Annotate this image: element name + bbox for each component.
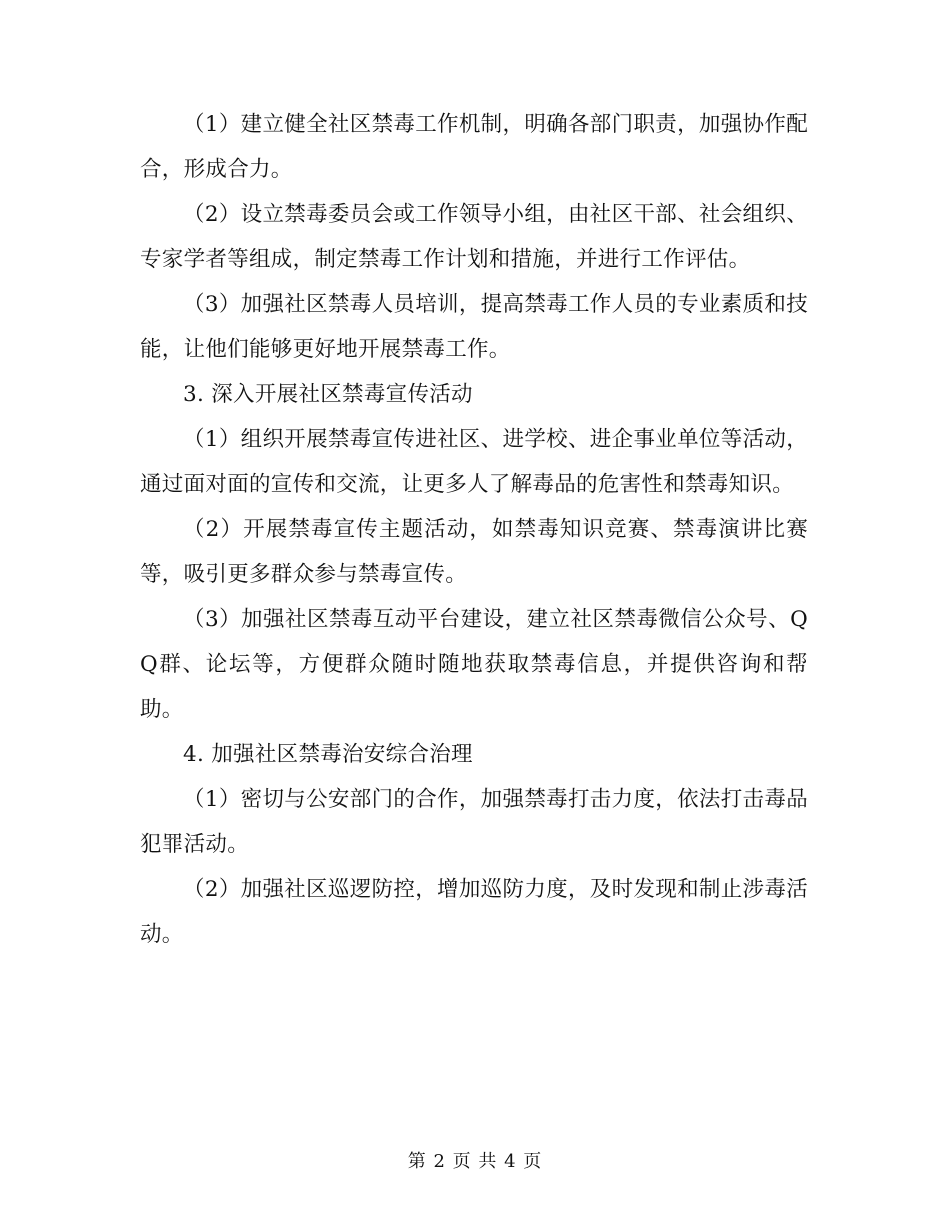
document-body bbox=[140, 102, 808, 957]
section-heading-4: 4. 加强社区禁毒治安综合治理 bbox=[183, 742, 473, 767]
paragraph-4: （1）组织开展禁毒宣传进社区、进学校、进企事业单位等活动，通过面对面的宣传和交流，让更多人了解毒品的危害性和禁毒知识。 bbox=[140, 427, 808, 497]
page-number-footer: 第 2 页 共 4 页 bbox=[407, 1151, 543, 1172]
paragraph-8: （2）加强社区巡逻防控，增加巡防力度，及时发现和制止涉毒活动。 bbox=[140, 877, 808, 947]
paragraph-3: （3）加强社区禁毒人员培训，提高禁毒工作人员的专业素质和技能，让他们能够更好地开展禁毒工作。 bbox=[140, 292, 808, 362]
section-heading-3: 3. 深入开展社区禁毒宣传活动 bbox=[183, 382, 473, 407]
paragraph-1: （1）建立健全社区禁毒工作机制，明确各部门职责，加强协作配合，形成合力。 bbox=[140, 112, 808, 182]
paragraph-5: （2）开展禁毒宣传主题活动，如禁毒知识竞赛、禁毒演讲比赛等，吸引更多群众参与禁毒宣传。 bbox=[140, 517, 808, 587]
paragraph-7: （1）密切与公安部门的合作，加强禁毒打击力度，依法打击毒品犯罪活动。 bbox=[140, 787, 808, 857]
paragraph-6: （3）加强社区禁毒互动平台建设，建立社区禁毒微信公众号、QQ群、论坛等，方便群众随时随地获取禁毒信息，并提供咨询和帮助。 bbox=[140, 607, 808, 722]
paragraph-2: （2）设立禁毒委员会或工作领导小组，由社区干部、社会组织、专家学者等组成，制定禁毒工作计划和措施，并进行工作评估。 bbox=[140, 202, 808, 272]
